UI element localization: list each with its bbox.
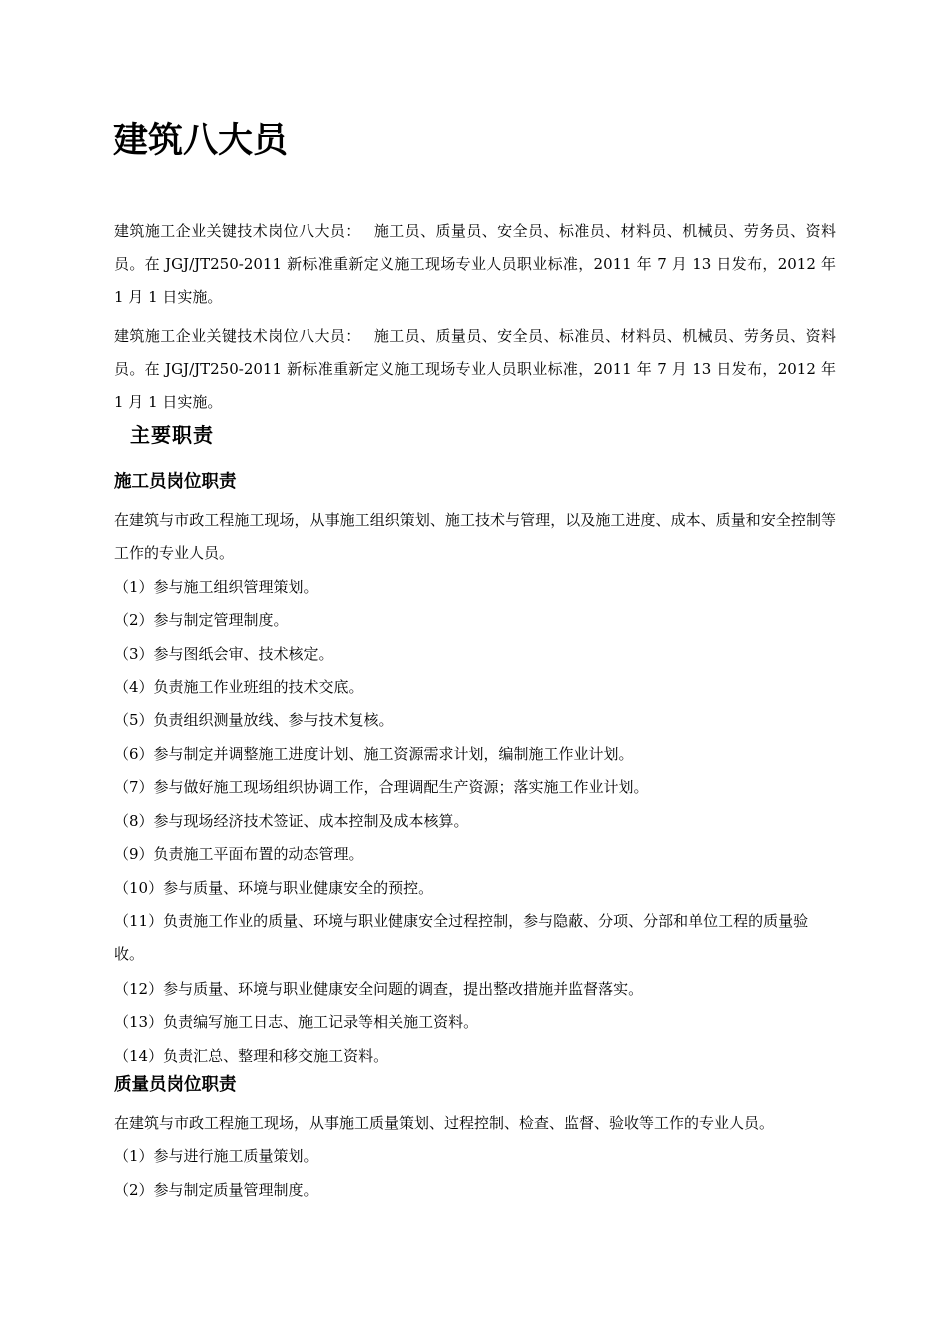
list-item: （5）负责组织测量放线、参与技术复核。 (114, 711, 394, 729)
list-item: （3）参与图纸会审、技术核定。 (114, 645, 334, 663)
list-item: （2）参与制定质量管理制度。 (114, 1181, 319, 1199)
list-item: （7）参与做好施工现场组织协调工作，合理调配生产资源；落实施工作业计划。 (114, 778, 649, 796)
quality-inspector-description: 在建筑与市政工程施工现场，从事施工质量策划、过程控制、检查、监督、验收等工作的专业人员。 (114, 1114, 775, 1132)
list-item: （2）参与制定管理制度。 (114, 611, 289, 629)
list-item: （14）负责汇总、整理和移交施工资料。 (114, 1047, 389, 1065)
list-item: （1）参与施工组织管理策划。 (114, 578, 319, 596)
intro-paragraph: 建筑施工企业关键技术岗位八大员： 施工员、质量员、安全员、标准员、材料员、机械员、劳务员、资料员。在 JGJ/JT250-2011 新标准重新定义施工现场专业人员职业标准，2011 年 7 月 13 日发布，2012 年 1 月 1 日实施。 (114, 222, 836, 306)
quality-inspector-heading: 质量员岗位职责 (114, 1075, 237, 1095)
list-item: （12）参与质量、环境与职业健康安全问题的调查，提出整改措施并监督落实。 (114, 980, 644, 998)
document-title: 建筑八大员 (113, 121, 289, 161)
list-item: （11）负责施工作业的质量、环境与职业健康安全过程控制，参与隐蔽、分项、分部和单位工程的质量验收。 (114, 912, 809, 963)
list-item: （9）负责施工平面布置的动态管理。 (114, 845, 364, 863)
intro-paragraph: 建筑施工企业关键技术岗位八大员： 施工员、质量员、安全员、标准员、材料员、机械员、劳务员、资料员。在 JGJ/JT250-2011 新标准重新定义施工现场专业人员职业标准，2011 年 7 月 13 日发布，2012 年 1 月 1 日实施。 (114, 327, 836, 411)
section-heading: 主要职责 (130, 423, 214, 447)
list-item: （6）参与制定并调整施工进度计划、施工资源需求计划，编制施工作业计划。 (114, 745, 634, 763)
list-item: （13）负责编写施工日志、施工记录等相关施工资料。 (114, 1013, 479, 1031)
construction-worker-heading: 施工员岗位职责 (114, 472, 237, 492)
list-item: （1）参与进行施工质量策划。 (114, 1147, 319, 1165)
list-item: （4）负责施工作业班组的技术交底。 (114, 678, 364, 696)
list-item: （10）参与质量、环境与职业健康安全的预控。 (114, 879, 434, 897)
construction-worker-description: 在建筑与市政工程施工现场，从事施工组织策划、施工技术与管理，以及施工进度、成本、质量和安全控制等工作的专业人员。 (114, 511, 836, 562)
list-item: （8）参与现场经济技术签证、成本控制及成本核算。 (114, 812, 469, 830)
